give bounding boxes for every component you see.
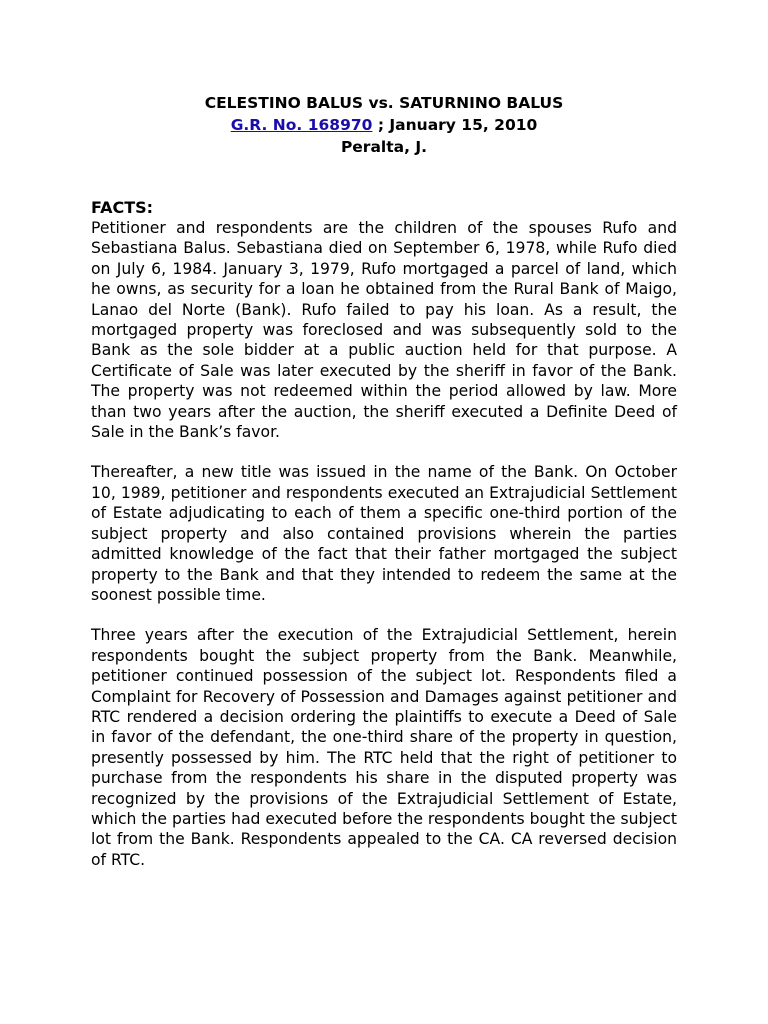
facts-paragraph-2: Thereafter, a new title was issued in the name of the Bank. On October 10, 1989, petitioner and respondents executed an Extrajudicial Settlement of Estate adjudicating to each of them a specific one-third portion of the subject property and also contained provisions wherein the parties admitted knowledge of the fact that their father mortgaged the subject property to the Bank and that they intended to redeem the same at the soonest possible time. [91,463,677,604]
facts-heading: FACTS: [91,198,154,217]
case-date: ; January 15, 2010 [372,116,538,134]
gr-number-link[interactable]: G.R. No. 168970 [230,116,373,134]
case-title: CELESTINO BALUS vs. SATURNINO BALUS [204,94,564,112]
case-header [91,92,677,158]
document-page [91,92,677,890]
case-citation-line [91,114,677,136]
facts-paragraph-3: Three years after the execution of the Extrajudicial Settlement, herein respondents bought the subject property from the Bank. Meanwhile, petitioner continued possession of the subject lot. Respondents filed a Complaint for Recovery of Possession and Damages against petitioner and RTC rendered a decision ordering the plaintiffs to execute a Deed of Sale in favor of the defendant, the one-third share of the property in question, presently possessed by him. The RTC held that the right of petitioner to purchase from the respondents his share in the disputed property was recognized by the provisions of the Extrajudicial Settlement of Estate, which the parties had executed before the respondents bought the subject lot from the Bank. Respondents appealed to the CA. CA reversed decision of RTC. [91,626,677,869]
ponente: Peralta, J. [340,138,428,156]
facts-paragraph-1: Petitioner and respondents are the children of the spouses Rufo and Sebastiana Balus. Sebastiana died on September 6, 1978, while Rufo died on July 6, 1984. January 3, 1979, Rufo mortgaged a parcel of land, which he owns, as security for a loan he obtained from the Rural Bank of Maigo, Lanao del Norte (Bank). Rufo failed to pay his loan. As a result, the mortgaged property was foreclosed and was subsequently sold to the Bank as the sole bidder at a public auction held for that purpose. A Certificate of Sale was later executed by the sheriff in favor of the Bank. The property was not redeemed within the period allowed by law. More than two years after the auction, the sheriff executed a Definite Deed of Sale in the Bank’s favor. [91,219,677,442]
